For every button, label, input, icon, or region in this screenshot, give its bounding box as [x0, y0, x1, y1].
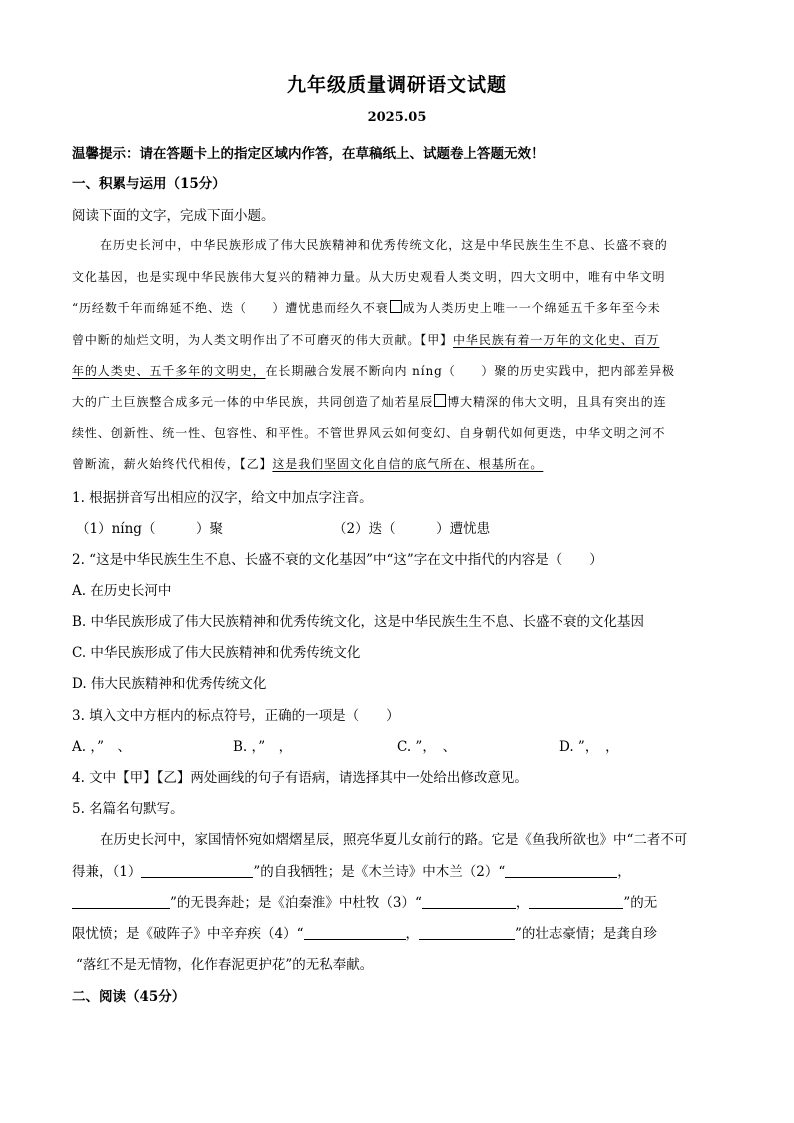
question-4: 4. 文中【甲】【乙】两处画线的句子有语病，请选择其中一处给出修改意见。	[72, 770, 528, 786]
underlined-sentence-jia: 年的人类史、五千多年的文明史，	[72, 364, 266, 378]
recitation-text: ，	[405, 926, 419, 942]
question-2-option-b: B. 中华民族形成了伟大民族精神和优秀传统文化，这是中华民族生生不息、长盛不衰的文化基因	[72, 614, 645, 630]
instruction-text: 阅读下面的文字，完成下面小题。	[72, 208, 275, 224]
passage-line	[72, 331, 659, 348]
question-1-item-1: （1）níng（ ）聚	[76, 521, 223, 537]
answer-blank-3a[interactable]	[422, 896, 516, 909]
passage-line	[72, 455, 543, 472]
passage-text: 曾断流，薪火始终代代相传，【乙】	[72, 457, 273, 471]
passage-text: 曾中断的灿烂文明，为人类文明作出了不可磨灭的伟大贡献。【甲】	[72, 333, 454, 347]
question-1-item-2: （2）迭（ ）遭忧患	[333, 521, 491, 537]
section-heading-1: 一、积累与运用（15分）	[72, 176, 226, 192]
punctuation-box	[390, 300, 402, 313]
question-2-option-c: C. 中华民族形成了伟大民族精神和优秀传统文化	[72, 645, 361, 661]
underlined-sentence-yi: 这是我们坚固文化自信的底气所在、根基所在。	[272, 457, 544, 471]
answer-blank-2b[interactable]	[72, 896, 170, 909]
question-1: 1. 根据拼音写出相应的汉字，给文中加点字注音。	[72, 490, 373, 506]
recitation-text: “落红不是无情物，化作春泥更护花”的无私奉献。	[76, 957, 374, 973]
question-3-option-a: A. ，” 、	[72, 739, 131, 755]
passage-line: 在历史长河中，中华民族形成了伟大民族精神和优秀传统文化，这是中华民族生生不息、长盛不衰的	[100, 238, 668, 252]
answer-blank-2a[interactable]	[505, 865, 617, 878]
recitation-text: 得兼，（1）	[72, 864, 142, 880]
answer-blank-4a[interactable]	[304, 927, 406, 940]
recitation-line	[72, 891, 657, 911]
answer-blank-4b[interactable]	[419, 927, 515, 940]
passage-text: “历经数千年而绵延不绝、迭（ ）遭忧患而经久不衰	[72, 301, 389, 315]
question-3-option-b: B. ，” ，	[233, 739, 293, 755]
passage-text: 在长期融合发展不断向内 níng（ ）聚的历史实践中，把内部差异极	[265, 364, 675, 378]
underlined-sentence-jia: 中华民族有着一万年的文化史、百万	[453, 333, 660, 347]
question-3-option-c: C. ”， 、	[397, 739, 457, 755]
recitation-line	[72, 922, 657, 942]
question-3: 3. 填入文中方框内的标点符号，正确的一项是（ ）	[72, 708, 400, 724]
question-3-option-d: D. ”， ，	[559, 739, 619, 755]
recitation-line	[72, 860, 631, 880]
exam-title: 九年级质量调研语文试题	[286, 74, 507, 96]
passage-line: 续性、创新性、统一性、包容性、和平性。不管世界风云如何变幻、自身朝代如何更迭，中华文明之河不	[72, 426, 666, 440]
question-2: 2. “这是中华民族生生不息、长盛不衰的文化基因”中“这”字在文中指代的内容是（ ）	[72, 552, 603, 568]
recitation-text: ”的壮志豪情；是龚自珍	[515, 926, 657, 942]
passage-text: 大的广土巨族整合成多元一体的中华民族，共同创造了灿若星辰	[72, 395, 434, 409]
question-2-option-a: A. 在历史长河中	[72, 583, 172, 599]
question-5: 5. 名篇名句默写。	[72, 801, 184, 817]
recitation-text: 限忧愤；是《破阵子》中辛弃疾（4）“	[72, 926, 304, 942]
passage-line: 文化基因，也是实现中华民族伟大复兴的精神力量。从大历史观看人类文明，四大文明中，唯有中华文明	[72, 270, 666, 284]
question-2-option-d: D. 伟大民族精神和优秀传统文化	[72, 676, 267, 692]
recitation-text: ，	[515, 895, 530, 911]
answer-blank-3b[interactable]	[529, 896, 623, 909]
passage-line	[72, 393, 667, 410]
passage-line	[72, 362, 675, 379]
notice-text: 温馨提示：请在答题卡上的指定区域内作答，在草稿纸上、试题卷上答题无效！	[72, 146, 545, 162]
recitation-text: ”的无	[623, 895, 658, 911]
punctuation-box	[434, 394, 446, 407]
passage-line	[72, 299, 661, 316]
passage-text: 成为人类历史上唯一一个绵延五千多年至今未	[402, 301, 661, 315]
passage-text: 博大精深的伟大文明，且具有突出的连	[447, 395, 667, 409]
recitation-text: ，	[617, 864, 631, 880]
recitation-text: ”的自我牺牲；是《木兰诗》中木兰（2）“	[253, 864, 506, 880]
section-heading-2: 二、阅读（45分）	[72, 989, 186, 1005]
exam-date: 2025.05	[367, 110, 427, 125]
recitation-text: 在历史长河中，家国情怀宛如熠熠星辰，照亮华夏儿女前行的路。它是《鱼我所欲也》中“二者不可	[100, 832, 688, 848]
answer-blank-1[interactable]	[141, 865, 253, 878]
recitation-text: ”的无畏奔赴；是《泊秦淮》中杜牧（3）“	[170, 895, 422, 911]
